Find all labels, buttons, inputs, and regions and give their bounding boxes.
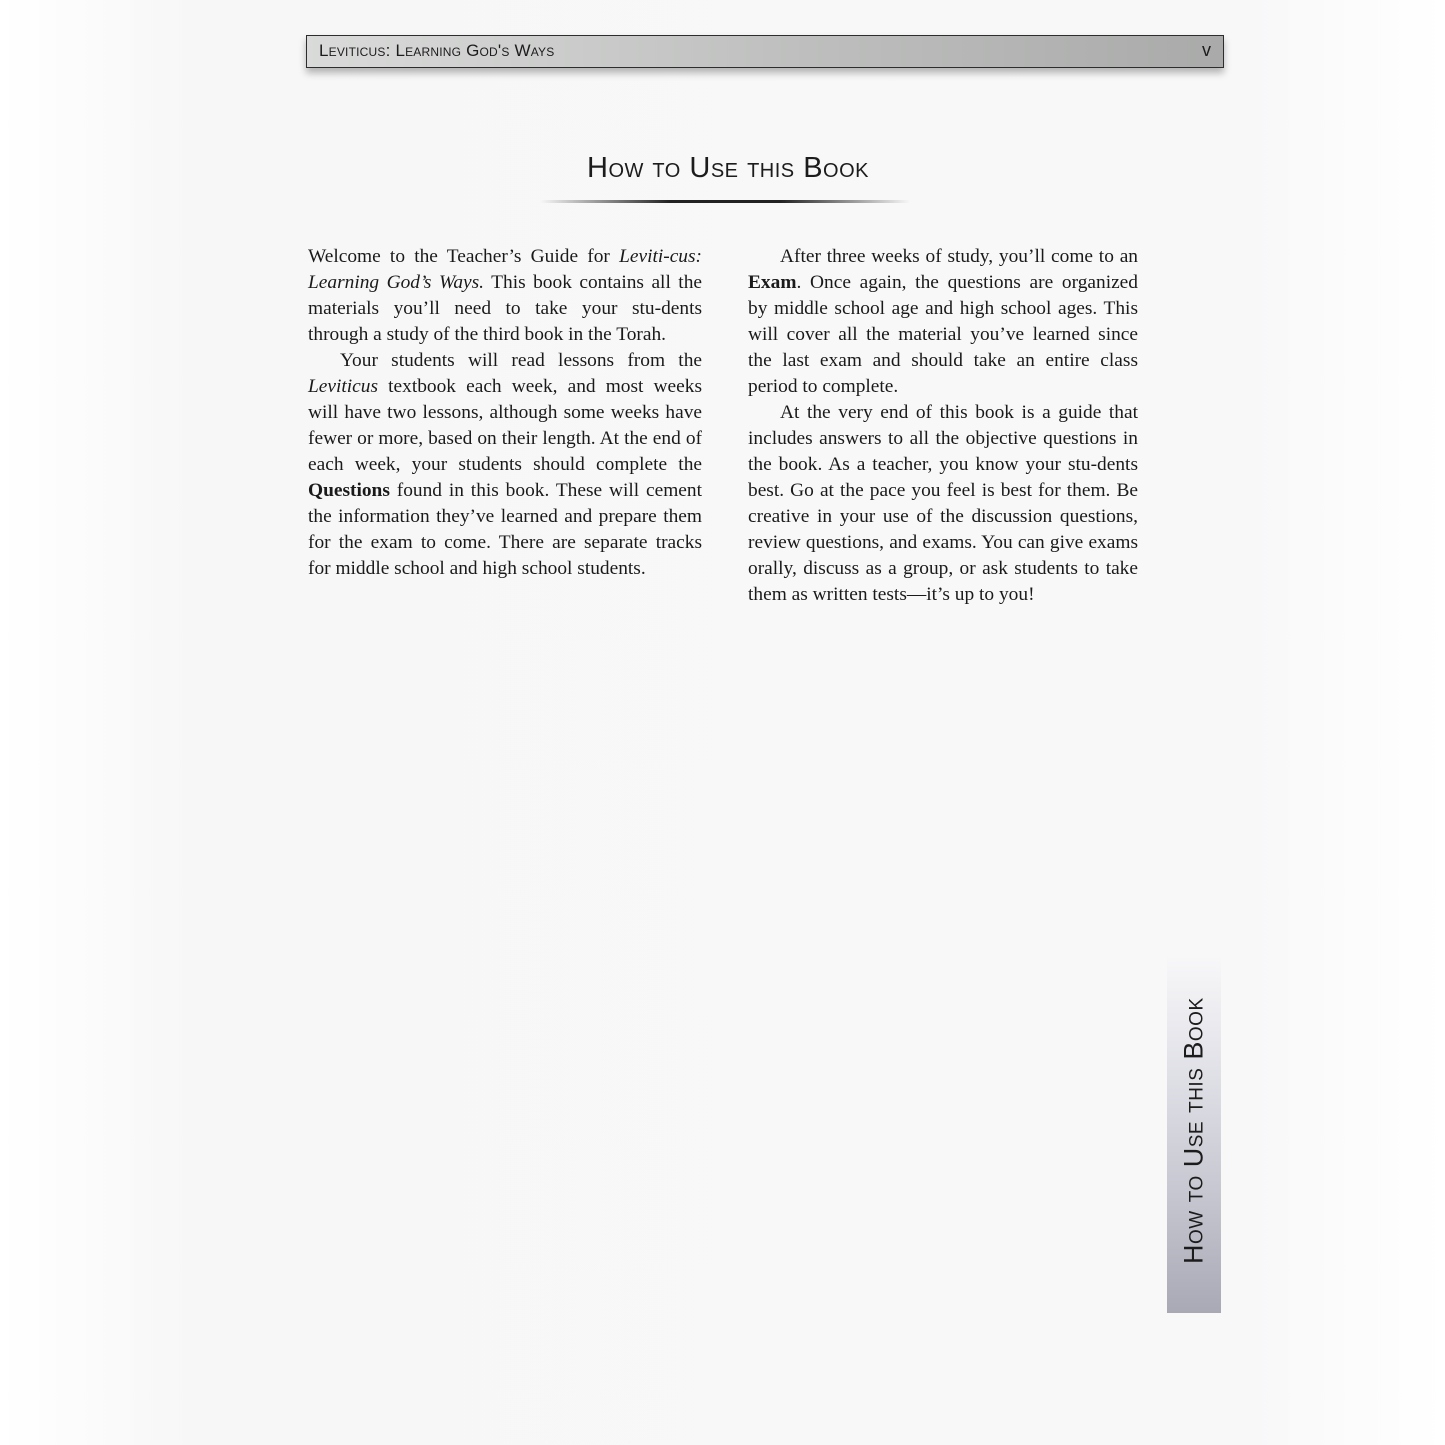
text-run: Your students will read lessons from the (340, 350, 702, 371)
page-number: v (1202, 40, 1211, 60)
text-run: textbook each week, and most weeks will have two lessons, although some weeks have fewer or more, based on their length. At the end of each week, your students should complete the (308, 376, 702, 475)
side-thumb-tab (1167, 955, 1221, 1313)
paragraph-welcome (308, 244, 702, 348)
title-underline-rule (540, 200, 910, 203)
bold-term-exam: Exam (748, 272, 797, 293)
paragraph-answer-guide (748, 400, 1138, 608)
text-run: After three weeks of study, you’ll come to an (780, 246, 1138, 267)
paragraph-lessons (308, 348, 702, 582)
text-run: This book contains all the materials you’ll need to take your stu-dents through a study of the third book in the Torah. (308, 272, 702, 345)
section-title: How to Use this Book (587, 152, 869, 184)
running-header (306, 35, 1224, 68)
bold-term-questions: Questions (308, 480, 390, 501)
side-tab-label: How to Use this Book (1178, 997, 1209, 1264)
running-header-book-title: Leviticus: Learning God's Ways (319, 41, 555, 60)
italic-book-title: Leviti-cus: Learning God’s Ways. (308, 246, 702, 293)
italic-textbook-name: Leviticus (308, 376, 379, 397)
text-run: Welcome to the Teacher’s Guide for (308, 246, 620, 267)
text-column-left (308, 244, 702, 582)
paragraph-exam (748, 244, 1138, 400)
text-run: found in this book. These will cement the information they’ve learned and prepare them for the exam to come. There are separate tracks for middle school and high school students. (308, 480, 702, 579)
text-column-right (748, 244, 1138, 608)
text-run: At the very end of this book is a guide that includes answers to all the objective questions in the book. As a teacher, you know your stu-dents best. Go at the pace you feel is best for them. Be creative in your use of the discussion questions, review questions, and exams. You can give exams orally, discuss as a group, or ask students to take them as written tests—it’s up to you! (748, 402, 1138, 605)
text-run: . Once again, the questions are organized by middle school age and high school ages. This will cover all the material you’ve learned since the last exam and should take an entire class period to complete. (748, 272, 1138, 397)
